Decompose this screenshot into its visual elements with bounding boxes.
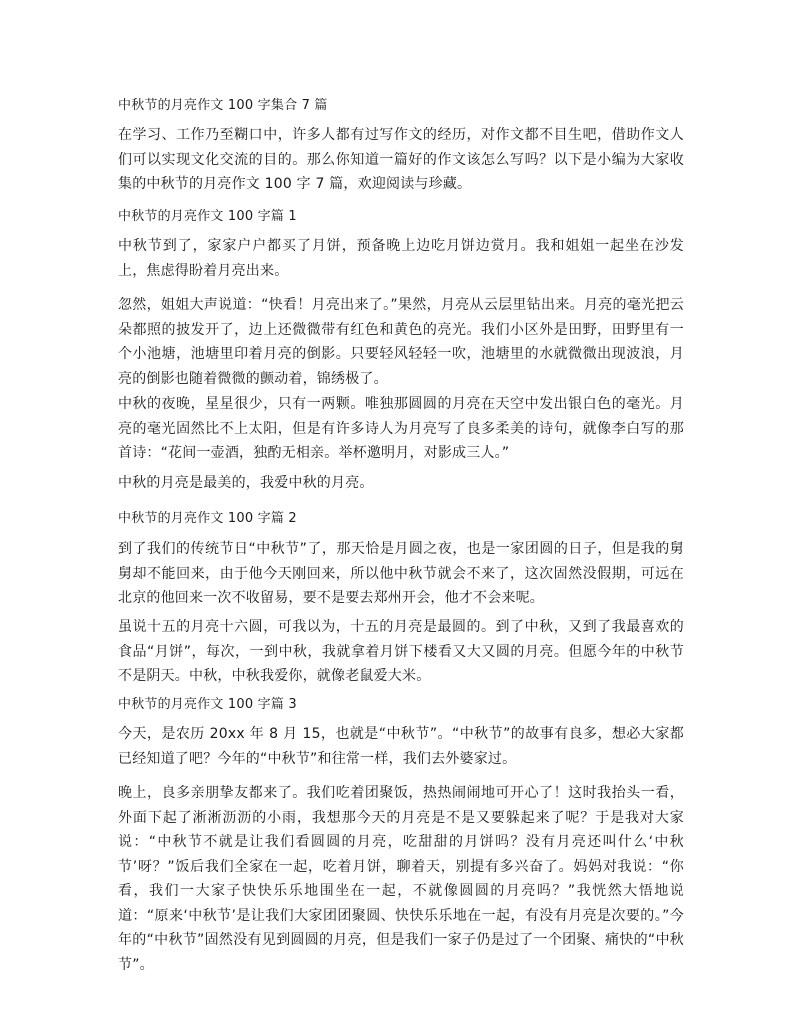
document-title: 中秋节的月亮作文 100 字集合 7 篇 [118,98,328,113]
section-1-paragraph-3: 中秋的夜晚，星星很少，只有一两颗。唯独那圆圆的月亮在天空中发出银白色的毫光。月亮的毫光固然比不上太阳，但是有许多诗人为月亮写了良多柔美的诗句，就像李白写的那首诗：“花间一壶酒，独酌无相亲。举杯邀明月，对影成三人。” [118,396,684,461]
section-2-heading: 中秋节的月亮作文 100 字篇 2 [118,511,297,526]
section-2-paragraph-1: 到了我们的传统节日“中秋节”了，那天恰是月圆之夜，也是一家团圆的日子，但是我的舅舅却不能回来，由于他今天刚回来，所以他中秋节就会不来了，这次固然没假期，可远在北京的他回来一次不收留易，要不是要去郑州开会，他才不会来呢。 [118,541,684,606]
section-3-heading: 中秋节的月亮作文 100 字篇 3 [118,697,297,712]
section-1-paragraph-1: 中秋节到了，家家户户都买了月饼，预备晚上边吃月饼边赏月。我和姐姐一起坐在沙发上，焦虑得盼着月亮出来。 [118,238,684,279]
section-3-paragraph-2: 晚上，良多亲朋挚友都来了。我们吃着团聚饭，热热闹闹地可开心了！这时我抬头一看，外面下起了淅淅沥沥的小雨，我想那今天的月亮是不是又要躲起来了呢？于是我对大家说：“中秋节不就是让我们看圆圆的月亮，吃甜甜的月饼吗？没有月亮还叫什么‘中秋节’呀？”饭后我们全家在一起，吃着月饼，聊着天，别提有多兴奋了。妈妈对我说：“你看，我们一大家子快快乐乐地围坐在一起，不就像圆圆的月亮吗？”我恍然大悟地说道：“原来‘中秋节’是让我们大家团团聚圆、快快乐乐地在一起，有没有月亮是次要的。”今年的“中秋节”固然没有见到圆圆的月亮，但是我们一家子仍是过了一个团聚、痛快的“中秋节”。 [118,785,684,973]
section-3-paragraph-1: 今天，是农历 20xx 年 8 月 15，也就是“中秋节”。“中秋节”的故事有良多，想必大家都已经知道了吧？今年的“中秋节”和往常一样，我们去外婆家过。 [118,726,684,767]
section-1-heading: 中秋节的月亮作文 100 字篇 1 [118,209,297,224]
section-2-paragraph-2: 虽说十五的月亮十六圆，可我以为，十五的月亮是最圆的。到了中秋，又到了我最喜欢的食品“月饼”，每次，一到中秋，我就拿着月饼下楼看又大又圆的月亮。但愿今年的中秋节不是阴天。中秋，中秋我爱你，就像老鼠爱大米。 [118,619,684,684]
intro-paragraph: 在学习、工作乃至糊口中，许多人都有过写作文的经历，对作文都不目生吧，借助作文人们可以实现文化交流的目的。那么你知道一篇好的作文该怎么写吗？以下是小编为大家收集的中秋节的月亮作文 100 字 7 篇，欢迎阅读与珍藏。 [118,127,684,192]
section-1-paragraph-4: 中秋的月亮是最美的，我爱中秋的月亮。 [118,475,374,491]
section-1-paragraph-2: 忽然，姐姐大声说道：“快看！月亮出来了。”果然，月亮从云层里钻出来。月亮的毫光把云朵都照的披发开了，边上还微微带有红色和黄色的亮光。我们小区外是田野，田野里有一个小池塘，池塘里印着月亮的倒影。只要轻风轻轻一吹，池塘里的水就微微出现波浪，月亮的倒影也随着微微的颤动着，锦绣极了。 [118,297,684,387]
